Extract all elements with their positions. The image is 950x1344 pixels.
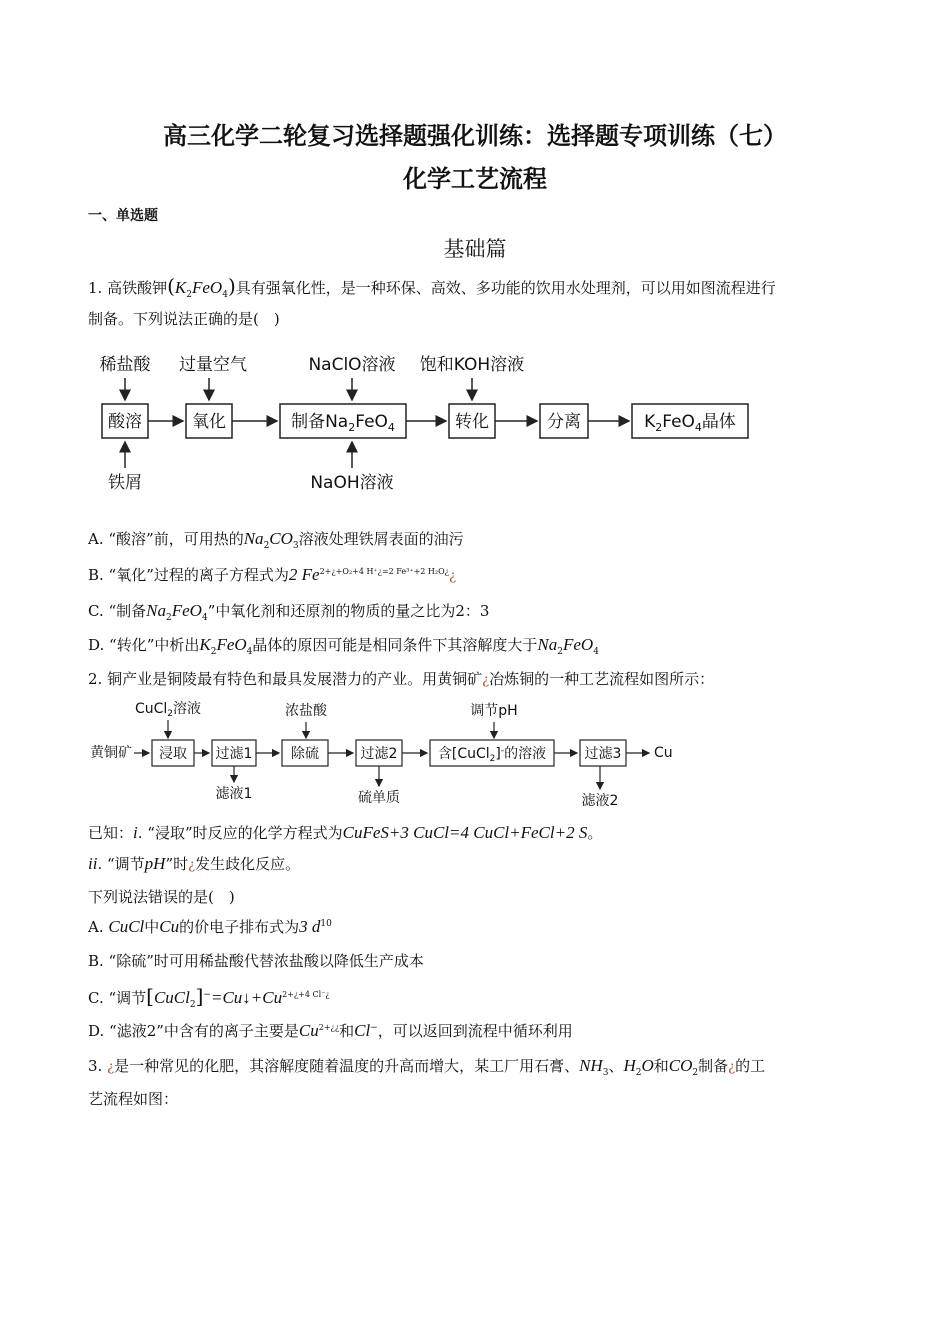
svg-text:转化: 转化 — [455, 412, 489, 432]
flow2-filtrate2: 滤液2 — [581, 793, 619, 809]
q2-flowchart — [88, 698, 688, 813]
q1-option-b: B. “氧化”过程的离子方程式为2 $Fe^{2+¿+O_2+4 H^+¿=2 Fe^{3+}+2 H_2O¿}¿$ — [88, 565, 456, 584]
flow1-input-naclo: NaClO溶液 — [308, 355, 396, 375]
q1-option-d: D. “转化”中析出$K_2FeO_4$晶体的原因可能是相同条件下其溶解度大于$Na_2FeO_4$ — [88, 635, 599, 657]
svg-text:制备Na2FeO4: 制备$Na_2FeO_4$ — [291, 412, 395, 434]
q2-option-c: C. “调节$[CuCl_2]^-=Cu↓+Cu^{2+¿+4 Cl^-¿}$ — [88, 984, 330, 1010]
q2-option-b: B. “除硫”时可用稀盐酸代替浓盐酸以降低生产成本 — [88, 952, 424, 970]
svg-text:K2FeO4晶体: $K_2FeO_4$晶体 — [644, 412, 736, 434]
flow1-input-koh: 饱和KOH溶液 — [419, 355, 525, 375]
flow2-start: 黄铜矿 — [90, 745, 132, 761]
svg-text:酸溶: 酸溶 — [108, 412, 142, 432]
section-heading: 一、单选题 — [88, 208, 158, 224]
q2-option-a: A. CuCl中Cu的价电子排布式为3 $d^{10}$ — [88, 917, 332, 936]
q2-known-2: ii. “调节pH”时¿发生歧化反应。 — [88, 854, 301, 873]
q3-line1: 3. ¿是一种常见的化肥，其溶解度随着温度的升高而增大，某工厂用石膏、$NH_3$、$H_2O$和$CO_2$制备¿的工 — [88, 1056, 766, 1078]
svg-text:过滤1: 过滤1 — [215, 746, 253, 762]
svg-text:含[CuCl2]-的溶液: 含[CuCl$_2$]-的溶液 — [437, 746, 547, 764]
q1-option-a: A. “酸溶”前，可用热的$Na_2CO_3$溶液处理铁屑表面的油污 — [88, 529, 464, 551]
q2-ask: 下列说法错误的是( ) — [88, 888, 235, 906]
svg-text:浸取: 浸取 — [159, 746, 187, 762]
flow2-filtrate1: 滤液1 — [215, 786, 253, 802]
flow1-input-naoh: NaOH溶液 — [310, 473, 394, 493]
q3-line2: 艺流程如图： — [88, 1090, 179, 1108]
flow2-input-cucl2: CuCl$_2$溶液 — [134, 701, 202, 719]
svg-text:分离: 分离 — [547, 412, 581, 432]
q2-known-1: 已知：i. “浸取”时反应的化学方程式为CuFeS+3 CuCl=4 CuCl+FeCl+2 S。 — [88, 823, 603, 842]
doc-title: 高三化学二轮复习选择题强化训练：选择题专项训练（七） — [163, 122, 787, 150]
flow2-input-hcl: 浓盐酸 — [285, 703, 327, 719]
q2-line1: 2. 铜产业是铜陵最有特色和最具发展潜力的产业。用黄铜矿¿冶炼铜的一种工艺流程如图所示： — [88, 670, 715, 688]
flow2-input-ph: 调节pH — [470, 703, 518, 719]
flow1-input-hcl: 稀盐酸 — [99, 355, 151, 375]
svg-text:过滤3: 过滤3 — [584, 746, 622, 762]
doc-subtitle: 化学工艺流程 — [403, 165, 547, 193]
svg-text:除硫: 除硫 — [291, 746, 319, 762]
svg-text:过滤2: 过滤2 — [360, 746, 398, 762]
q1-flowchart — [88, 348, 768, 508]
flow1-input-iron: 铁屑 — [108, 473, 142, 493]
q1-option-c: C. “制备$Na_2FeO_4$”中氧化剂和还原剂的物质的量之比为2：3 — [88, 601, 490, 623]
flow2-end: Cu — [654, 745, 673, 761]
q1-line2: 制备。下列说法正确的是( ) — [88, 310, 280, 328]
subsection-heading: 基础篇 — [443, 237, 507, 261]
q1-line1: 1. 高铁酸钾$(K_2FeO_4)$具有强氧化性，是一种环保、高效、多功能的饮用水处理剂，可以用如图流程进行 — [88, 274, 776, 300]
q2-option-d: D. “滤液2”中含有的离子主要是$Cu^{2+¿¿}$和Cl−，可以返回到流程中循环利用 — [88, 1021, 573, 1040]
flow2-sulfur: 硫单质 — [358, 790, 400, 806]
flow1-input-air: 过量空气 — [179, 355, 247, 375]
svg-text:氧化: 氧化 — [192, 412, 226, 432]
